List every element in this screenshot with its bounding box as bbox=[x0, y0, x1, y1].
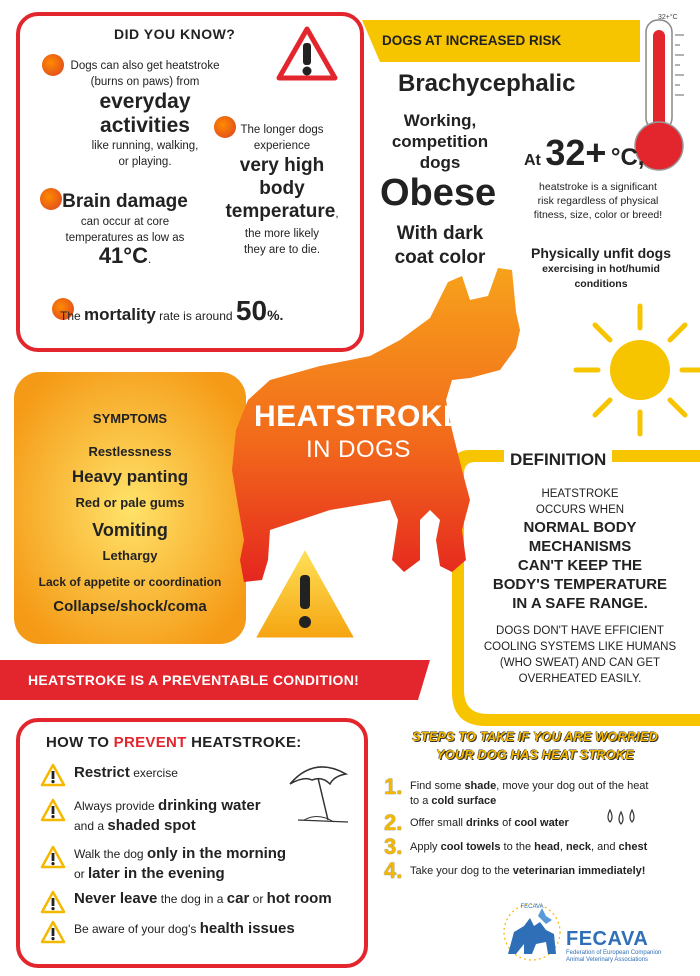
risk-header: DOGS AT INCREASED RISK bbox=[382, 33, 562, 48]
step2-a: Offer small bbox=[410, 817, 467, 829]
definition-l4: MECHANISMS bbox=[528, 538, 632, 555]
risk-temp: 32+ bbox=[545, 132, 607, 173]
fact2-line1: The longer dogs bbox=[240, 124, 324, 136]
sun-icon bbox=[576, 306, 700, 434]
warning-icon bbox=[40, 890, 66, 914]
prevent-i5a: Be aware of your dog's bbox=[74, 922, 200, 936]
definition-p1: DOGS DON'T HAVE EFFICIENT bbox=[496, 625, 664, 637]
definition-l3: NORMAL BODY bbox=[523, 519, 637, 536]
symptom-item: Vomiting bbox=[92, 520, 168, 540]
steps-title2: YOUR DOG HAS HEAT STROKE bbox=[436, 747, 634, 762]
thermometer-label: 32+°C bbox=[658, 14, 678, 21]
symptom-item: Heavy panting bbox=[71, 467, 189, 486]
symptom-item: Collapse/shock/coma bbox=[53, 598, 207, 615]
steps-title1: STEPS TO TAKE IF YOU ARE WORRIED bbox=[412, 729, 658, 744]
prevent-i3c: or bbox=[74, 867, 89, 881]
warning-icon bbox=[40, 798, 66, 822]
prevent-i3a: Walk the dog bbox=[74, 847, 147, 861]
prevent-title-b: PREVENT bbox=[113, 734, 187, 751]
step4-b: veterinarian immediately! bbox=[512, 865, 646, 877]
step3-h: chest bbox=[618, 841, 648, 853]
fact4-big: mortality bbox=[84, 305, 156, 324]
fact3-line3: temperatures as low as bbox=[65, 232, 185, 244]
step4-a: Take your dog to the bbox=[410, 865, 513, 877]
definition-p3: (WHO SWEAT) AND CAN GET bbox=[499, 657, 661, 669]
warning-icon bbox=[40, 920, 66, 944]
step1-d: to a bbox=[410, 795, 432, 807]
fact4-value: 50 bbox=[235, 295, 268, 326]
definition-l7: IN A SAFE RANGE. bbox=[512, 595, 648, 612]
risk-brachycephalic: Brachycephalic bbox=[398, 70, 576, 97]
step2-c: of bbox=[499, 817, 515, 829]
risk-unfit3: conditions bbox=[574, 278, 628, 290]
definition-title: DEFINITION bbox=[504, 448, 612, 472]
prevent-i1a: Restrict bbox=[74, 764, 130, 781]
warning-icon bbox=[276, 26, 338, 82]
risk-obese: Obese bbox=[380, 172, 497, 214]
fact3-line2: can occur at core bbox=[80, 216, 170, 228]
fact2-line2: experience bbox=[253, 140, 311, 152]
prevent-title bbox=[46, 734, 302, 751]
fact1-line4: like running, walking, bbox=[91, 140, 199, 152]
fact1-text: Dogs can also get heatstroke bbox=[70, 60, 220, 72]
prevent-i3d: later in the evening bbox=[88, 865, 225, 882]
step1-a: Find some bbox=[410, 780, 465, 792]
risk-dark2: coat color bbox=[394, 247, 486, 268]
step1-c: , move your dog out of the heat bbox=[496, 780, 649, 792]
step3-a: Apply bbox=[410, 841, 441, 853]
logo-sub1: Federation of European Companion bbox=[566, 950, 662, 956]
main-title: HEATSTROKE bbox=[254, 400, 464, 433]
step3-b: cool towels bbox=[440, 841, 501, 853]
fact1-big: everyday bbox=[99, 90, 191, 113]
step2-d: cool water bbox=[514, 817, 569, 829]
risk-working2: competition bbox=[391, 132, 489, 151]
step2-b: drinks bbox=[466, 817, 500, 829]
fact2-line4: the more likely bbox=[244, 228, 320, 240]
step3-c: to the bbox=[500, 841, 535, 853]
umbrella-icon bbox=[284, 762, 354, 826]
prevent-i4b: the dog in a bbox=[157, 892, 227, 906]
step-number: 2. bbox=[384, 810, 403, 835]
prevent-i4a: Never leave bbox=[74, 890, 158, 907]
prevent-i2d: shaded spot bbox=[107, 817, 196, 834]
step3-f: neck bbox=[565, 841, 592, 853]
risk-at: At bbox=[524, 152, 541, 169]
fact2-big2: body bbox=[259, 178, 305, 199]
fact3-value: 41°C bbox=[98, 243, 148, 268]
fact4-mid: rate is around bbox=[159, 309, 233, 323]
fact3-big: Brain damage bbox=[62, 191, 188, 212]
definition-l2: OCCURS WHEN bbox=[535, 504, 625, 516]
risk-unfit2: exercising in hot/humid bbox=[542, 263, 660, 275]
symptom-item: Restlessness bbox=[88, 444, 172, 459]
prevent-i2b: drinking water bbox=[158, 797, 261, 814]
definition-p4: OVERHEATED EASILY. bbox=[518, 673, 642, 685]
logo-sub2: Animal Veterinary Associations bbox=[566, 957, 649, 963]
prevent-i4c: car bbox=[226, 890, 250, 907]
step3-g: , and bbox=[591, 841, 619, 853]
risk-unfit1: Physically unfit dogs bbox=[530, 245, 672, 261]
step1-b: shade bbox=[464, 780, 497, 792]
prevent-i3b: only in the morning bbox=[146, 845, 287, 862]
prevent-i5b: health issues bbox=[199, 920, 295, 937]
did-you-know-title: DID YOU KNOW? bbox=[114, 26, 236, 42]
prevent-i4e: hot room bbox=[266, 890, 332, 907]
fact1-line5: or playing. bbox=[118, 156, 172, 168]
risk-working1: Working, bbox=[403, 111, 477, 130]
definition-l6: BODY'S TEMPERATURE bbox=[492, 576, 668, 593]
definition-l5: CAN'T KEEP THE bbox=[517, 557, 643, 574]
warning-icon bbox=[40, 763, 66, 787]
prevent-i2a: Always provide bbox=[74, 799, 159, 813]
symptoms-title: SYMPTOMS bbox=[92, 411, 168, 426]
risk-unit: °C, bbox=[610, 144, 645, 171]
prevent-title-a: HOW TO bbox=[46, 734, 114, 751]
prevent-title-c: HEATSTROKE: bbox=[186, 734, 302, 751]
prevent-i1b: exercise bbox=[129, 766, 178, 780]
risk-desc2: risk regardless of physical bbox=[537, 195, 659, 207]
risk-dark1: With dark bbox=[396, 223, 484, 244]
fact4-pre: The bbox=[60, 309, 81, 323]
fact1-big2: activities bbox=[100, 114, 190, 137]
prevent-i2c: and a bbox=[74, 819, 108, 833]
definition-l1: HEATSTROKE bbox=[541, 488, 619, 500]
logo-arc-text: FECAVA bbox=[520, 904, 544, 910]
fact2-big3: temperature bbox=[225, 201, 336, 222]
symptom-item: Red or pale gums bbox=[75, 495, 185, 510]
symptom-item: Lethargy bbox=[102, 548, 158, 563]
symptom-item: Lack of appetite or coordination bbox=[38, 575, 222, 589]
warning-icon bbox=[40, 845, 66, 869]
preventable-banner: HEATSTROKE IS A PREVENTABLE CONDITION! bbox=[28, 672, 360, 688]
risk-desc3: fitness, size, color or breed! bbox=[533, 209, 663, 221]
risk-desc1: heatstroke is a significant bbox=[539, 181, 657, 193]
logo-name: FECAVA bbox=[566, 928, 649, 950]
definition-p2: COOLING SYSTEMS LIKE HUMANS bbox=[483, 641, 677, 653]
step3-e: , bbox=[559, 841, 566, 853]
fact2-big1: very high bbox=[239, 155, 325, 176]
fact1-line2: (burns on paws) from bbox=[90, 76, 200, 88]
prevent-i4d: or bbox=[249, 892, 267, 906]
fact2-comma: , bbox=[335, 208, 339, 220]
main-subtitle: IN DOGS bbox=[306, 436, 411, 463]
step-number: 4. bbox=[384, 858, 403, 883]
step-number: 1. bbox=[384, 774, 403, 799]
step-number: 3. bbox=[384, 834, 403, 859]
fact3-dot: . bbox=[147, 254, 152, 266]
water-drops-icon bbox=[604, 806, 638, 828]
fecava-logo-icon bbox=[494, 896, 574, 966]
step3-d: head bbox=[534, 841, 560, 853]
fact4-unit: %. bbox=[267, 307, 284, 323]
risk-working3: dogs bbox=[419, 153, 461, 172]
risk-temp-line bbox=[524, 132, 644, 174]
fact2-line5: they are to die. bbox=[243, 244, 321, 256]
step1-e: cold surface bbox=[431, 795, 497, 807]
